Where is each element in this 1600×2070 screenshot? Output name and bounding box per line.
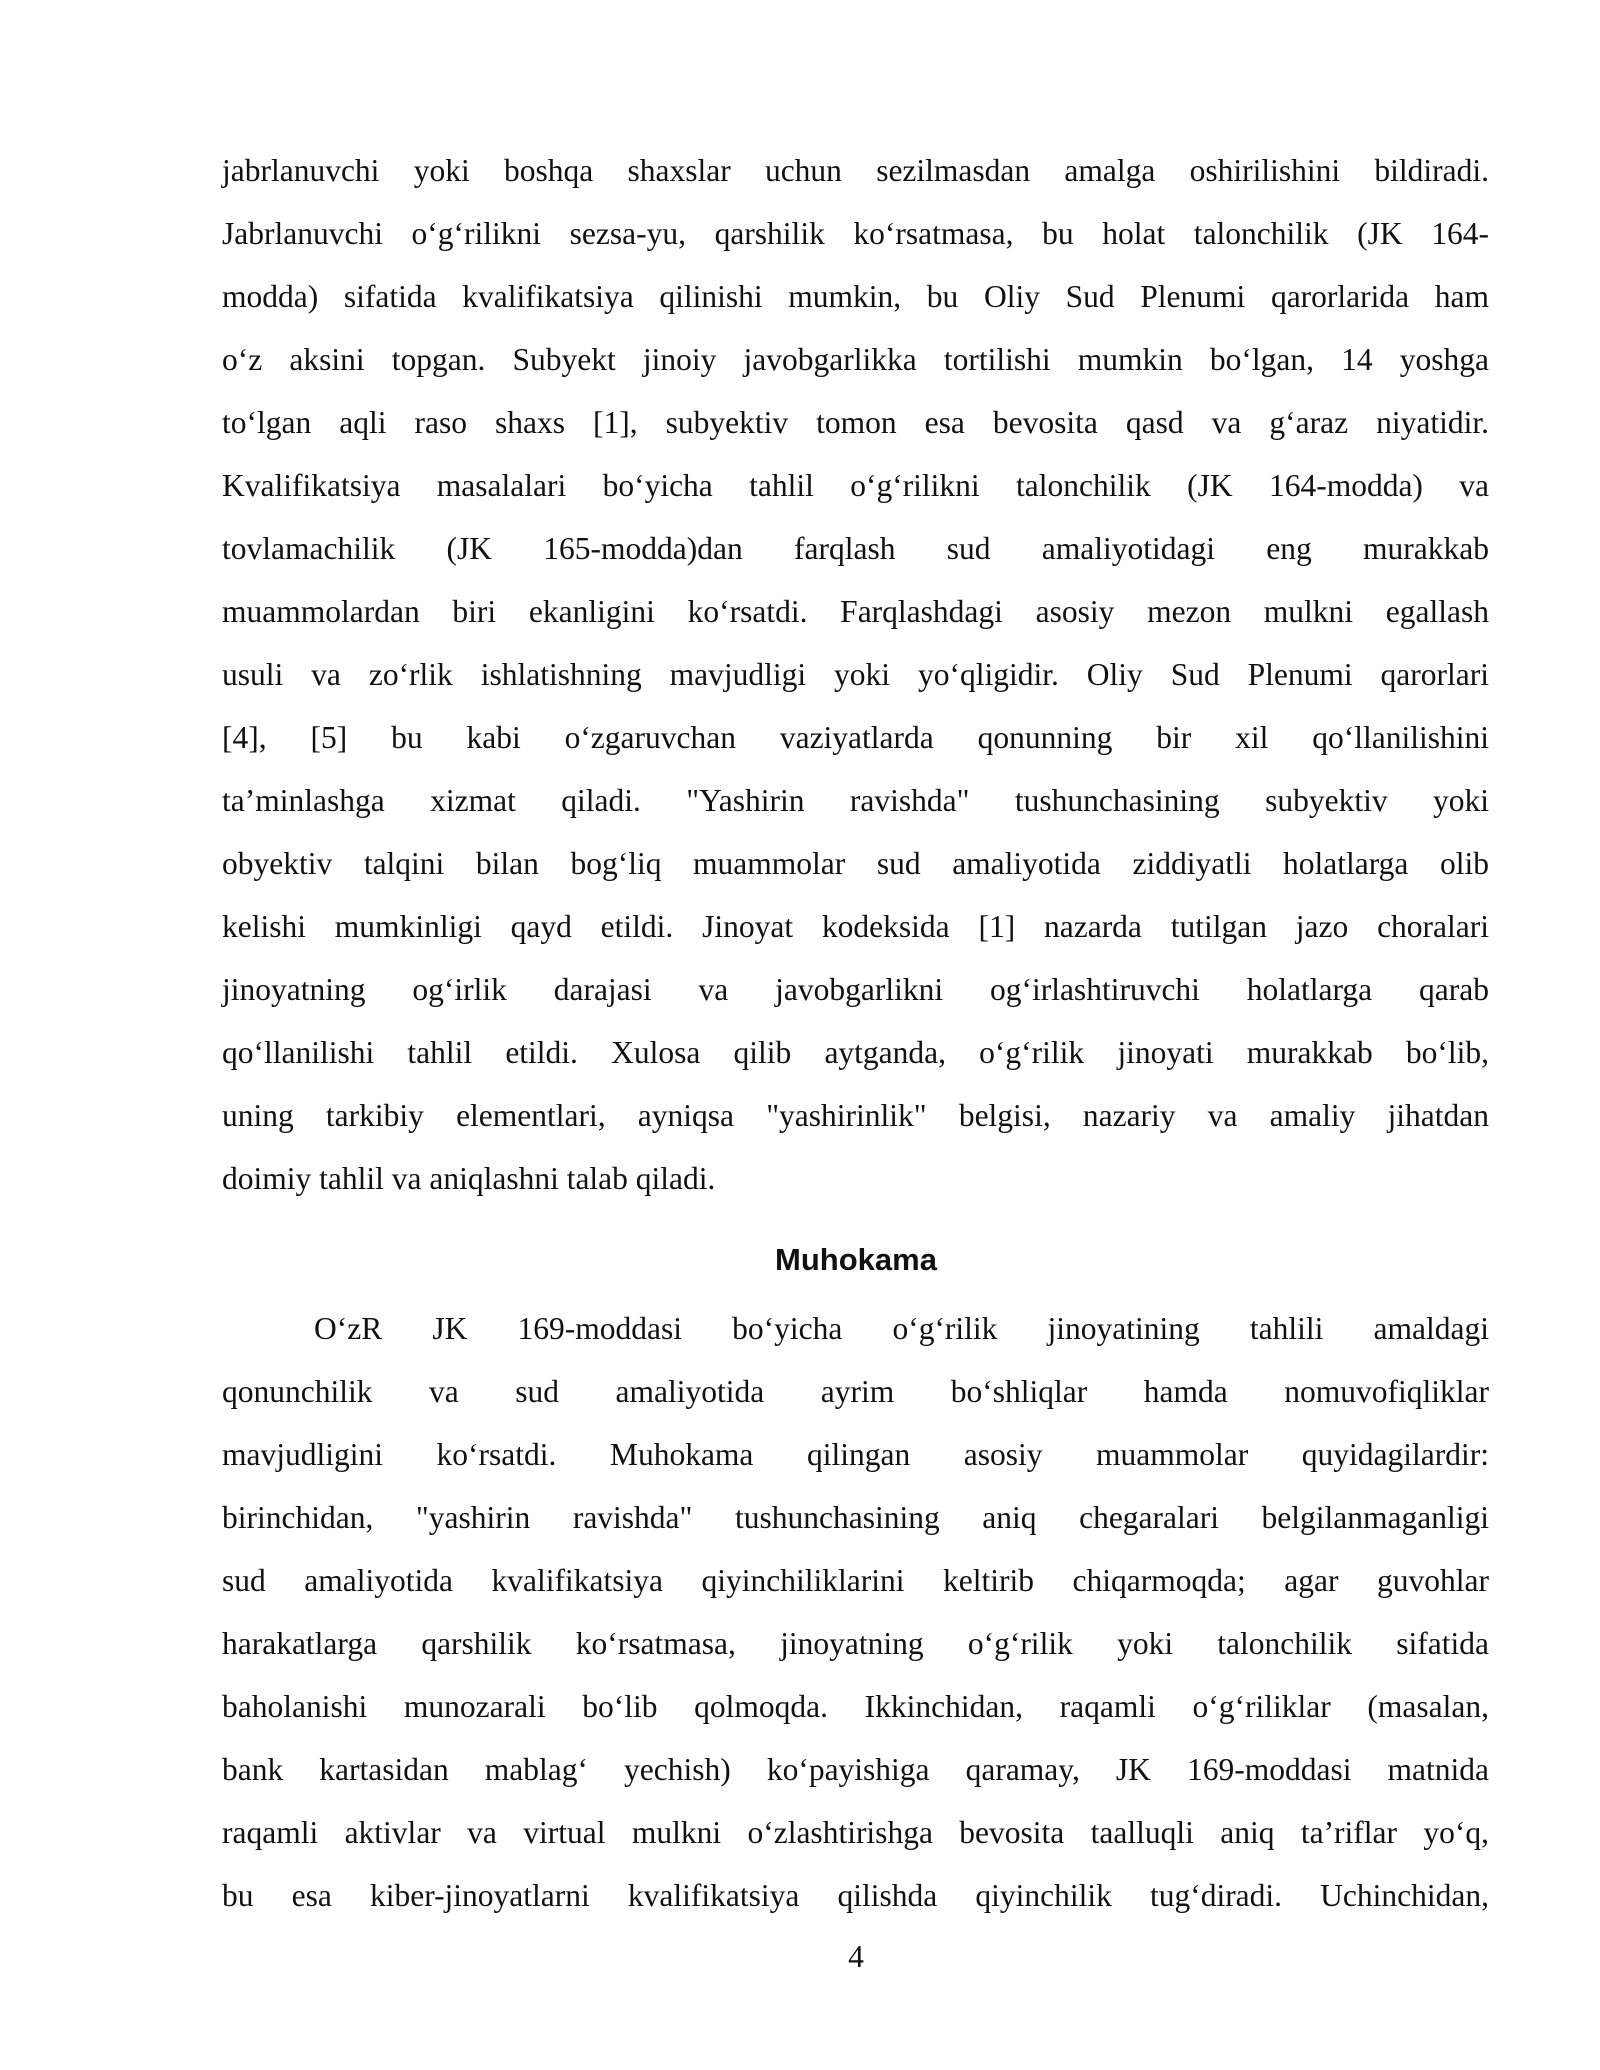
paragraph-line: muammolardan biri ekanligini ko‘rsatdi. Farqlashdagi asosiy mezon mulkni egallash [222, 594, 1489, 629]
paragraph-line: to‘lgan aqli raso shaxs [1], subyektiv tomon esa bevosita qasd va g‘araz niyatidir. [222, 405, 1489, 440]
paragraph-line: mavjudligini ko‘rsatdi. Muhokama qilingan asosiy muammolar quyidagilardir: [222, 1437, 1489, 1472]
paragraph-line: ta’minlashga xizmat qiladi. "Yashirin ravishda" tushunchasining subyektiv yoki [222, 783, 1489, 818]
paragraph-line: Kvalifikatsiya masalalari bo‘yicha tahlil o‘g‘rilikni talonchilik (JK 164-modda) va [222, 468, 1489, 503]
paragraph-line: tovlamachilik (JK 165-modda)dan farqlash sud amaliyotidagi eng murakkab [222, 531, 1489, 566]
paragraph-line: jinoyatning og‘irlik darajasi va javobgarlikni og‘irlashtiruvchi holatlarga qarab [222, 972, 1489, 1007]
paragraph-line: raqamli aktivlar va virtual mulkni o‘zlashtirishga bevosita taalluqli aniq ta’riflar yo‘q, [222, 1815, 1489, 1850]
paragraph-line: o‘z aksini topgan. Subyekt jinoiy javobgarlikka tortilishi mumkin bo‘lgan, 14 yoshga [222, 342, 1489, 377]
paragraph-line: birinchidan, "yashirin ravishda" tushunchasining aniq chegaralari belgilanmaganligi [222, 1500, 1489, 1535]
paragraph-line: usuli va zo‘rlik ishlatishning mavjudligi yoki yo‘qligidir. Oliy Sud Plenumi qarorlari [222, 657, 1489, 692]
paragraph-line: modda) sifatida kvalifikatsiya qilinishi mumkin, bu Oliy Sud Plenumi qarorlarida ham [222, 279, 1489, 314]
page-number: 4 [848, 1939, 864, 1974]
paragraph-line: bu esa kiber-jinoyatlarni kvalifikatsiya qilishda qiyinchilik tug‘diradi. Uchinchidan, [222, 1878, 1489, 1913]
paragraph-line: baholanishi munozarali bo‘lib qolmoqda. Ikkinchidan, raqamli o‘g‘riliklar (masalan, [222, 1689, 1489, 1724]
paragraph-line: qonunchilik va sud amaliyotida ayrim bo‘shliqlar hamda nomuvofiqliklar [222, 1374, 1489, 1409]
paragraph-line: bank kartasidan mablag‘ yechish) ko‘payishiga qaramay, JK 169-moddasi matnida [222, 1752, 1489, 1787]
section-heading: Muhokama [775, 1242, 937, 1277]
paragraph-line: sud amaliyotida kvalifikatsiya qiyinchiliklarini keltirib chiqarmoqda; agar guvohlar [222, 1563, 1489, 1598]
paragraph-line: [4], [5] bu kabi o‘zgaruvchan vaziyatlarda qonunning bir xil qo‘llanilishini [222, 720, 1489, 755]
paragraph-line: qo‘llanilishi tahlil etildi. Xulosa qilib aytganda, o‘g‘rilik jinoyati murakkab bo‘lib, [222, 1035, 1489, 1070]
paragraph-line: doimiy tahlil va aniqlashni talab qiladi. [222, 1161, 716, 1196]
paragraph-line: harakatlarga qarshilik ko‘rsatmasa, jinoyatning o‘g‘rilik yoki talonchilik sifatida [222, 1626, 1489, 1661]
paragraph-line: jabrlanuvchi yoki boshqa shaxslar uchun sezilmasdan amalga oshirilishini bildiradi. [222, 153, 1489, 188]
body-paragraph-1 [222, 139, 1489, 1210]
paragraph-line: Jabrlanuvchi o‘g‘rilikni sezsa-yu, qarshilik ko‘rsatmasa, bu holat talonchilik (JK 164- [222, 216, 1489, 251]
body-paragraph-2 [222, 1297, 1489, 1927]
paragraph-line: kelishi mumkinligi qayd etildi. Jinoyat kodeksida [1] nazarda tutilgan jazo choralari [222, 909, 1489, 944]
paragraph-line: obyektiv talqini bilan bog‘liq muammolar sud amaliyotida ziddiyatli holatlarga olib [222, 846, 1489, 881]
paragraph-line: O‘zR JK 169-moddasi bo‘yicha o‘g‘rilik jinoyatining tahlili amaldagi [314, 1311, 1489, 1346]
paragraph-line: uning tarkibiy elementlari, ayniqsa "yashirinlik" belgisi, nazariy va amaliy jihatdan [222, 1098, 1489, 1133]
